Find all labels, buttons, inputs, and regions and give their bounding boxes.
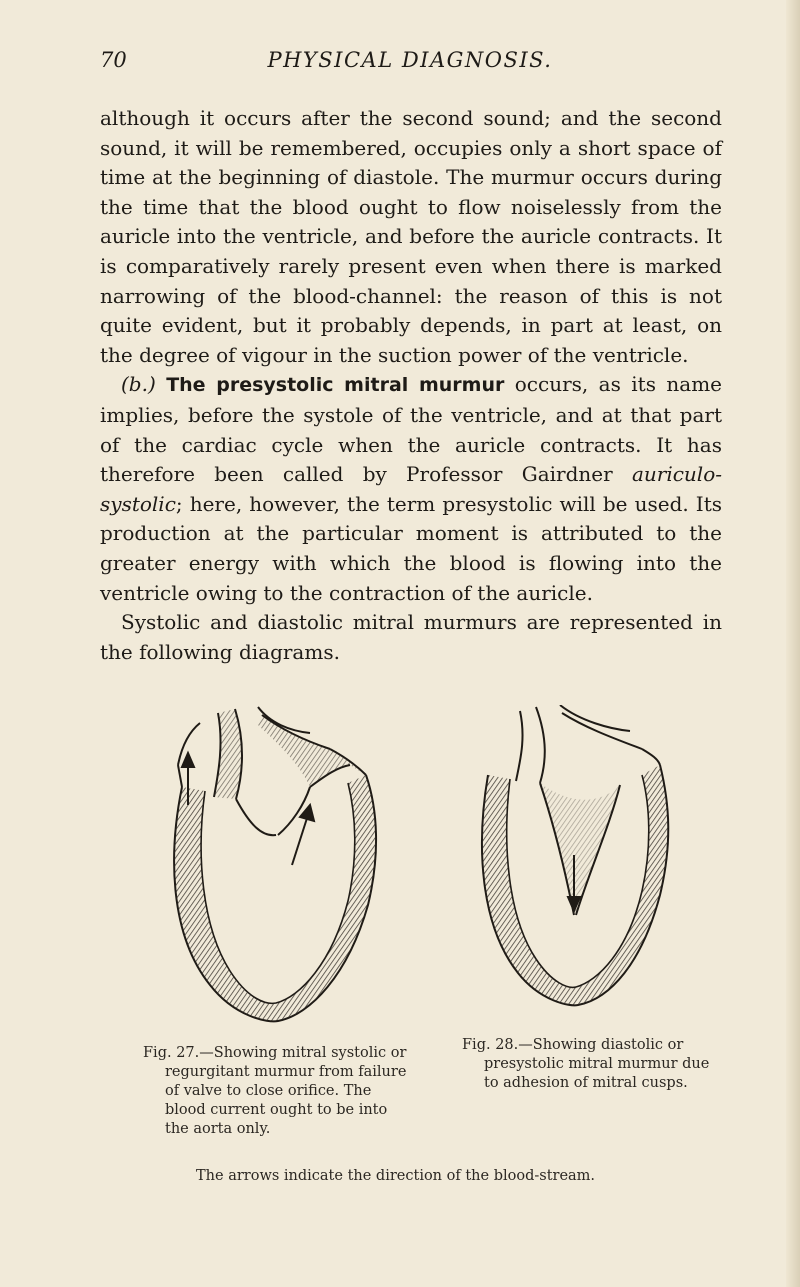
paragraph-2 — [100, 370, 722, 608]
page-number: 70 — [100, 48, 127, 72]
figure-27-caption-rest: regurgitant murmur from failure of valve to close orifice. The blood current ought to be into the aorta only. — [165, 1064, 407, 1137]
figure-28-caption-line1: Fig. 28.—Showing diastolic or — [462, 1037, 684, 1053]
paragraph-1: although it occurs after the second sound; and the second sound, it will be remembered, occupies only a short space of time at the beginning of diastole. The murmur occurs during the time that the blood ought to flow noiselessly from the auricle into the ventricle, and before the auricle contracts. It is comparatively rarely present even when there is marked narrowing of the blood-channel: the reason of this is not quite evident, but it probably depends, in part at least, on the degree of vigour in the suction power of the ventricle. — [100, 106, 722, 367]
body-text — [100, 104, 722, 667]
section-heading: The presystolic mitral murmur — [166, 374, 505, 397]
page-edge-shadow — [786, 0, 800, 1287]
figure-footnote: The arrows indicate the direction of the blood-stream. — [196, 1168, 596, 1184]
figure-28-caption — [462, 1036, 712, 1093]
paragraph-3: Systolic and diastolic mitral murmurs are represented in the following diagrams. — [100, 610, 722, 664]
figure-28-heart-diagram — [470, 705, 690, 1015]
figure-28-caption-rest: presystolic mitral murmur due to adhesion of mitral cusps. — [484, 1056, 710, 1091]
figure-27-heart-diagram — [160, 705, 400, 1025]
section-label: (b.) — [121, 372, 156, 397]
figure-27-caption — [143, 1044, 413, 1139]
figure-27-caption-line1: Fig. 27.—Showing mitral systolic or — [143, 1045, 407, 1061]
paragraph-2-text-b: ; here, however, the term presystolic will be used. Its production at the particular moment is attributed to the greater energy with which the blood is flowing into the ventricle owing to the contraction of the auricle. — [100, 491, 722, 605]
page-header — [100, 48, 720, 80]
italic-term: auriculo-systolic — [100, 462, 722, 516]
running-head: PHYSICAL DIAGNOSIS. — [267, 48, 553, 72]
paragraph-2-text-a: occurs, as its name implies, before the systole of the ventricle, and at that part of the cardiac cycle when the auricle contracts. It has therefore been called by Professor Gairdner — [100, 372, 722, 487]
